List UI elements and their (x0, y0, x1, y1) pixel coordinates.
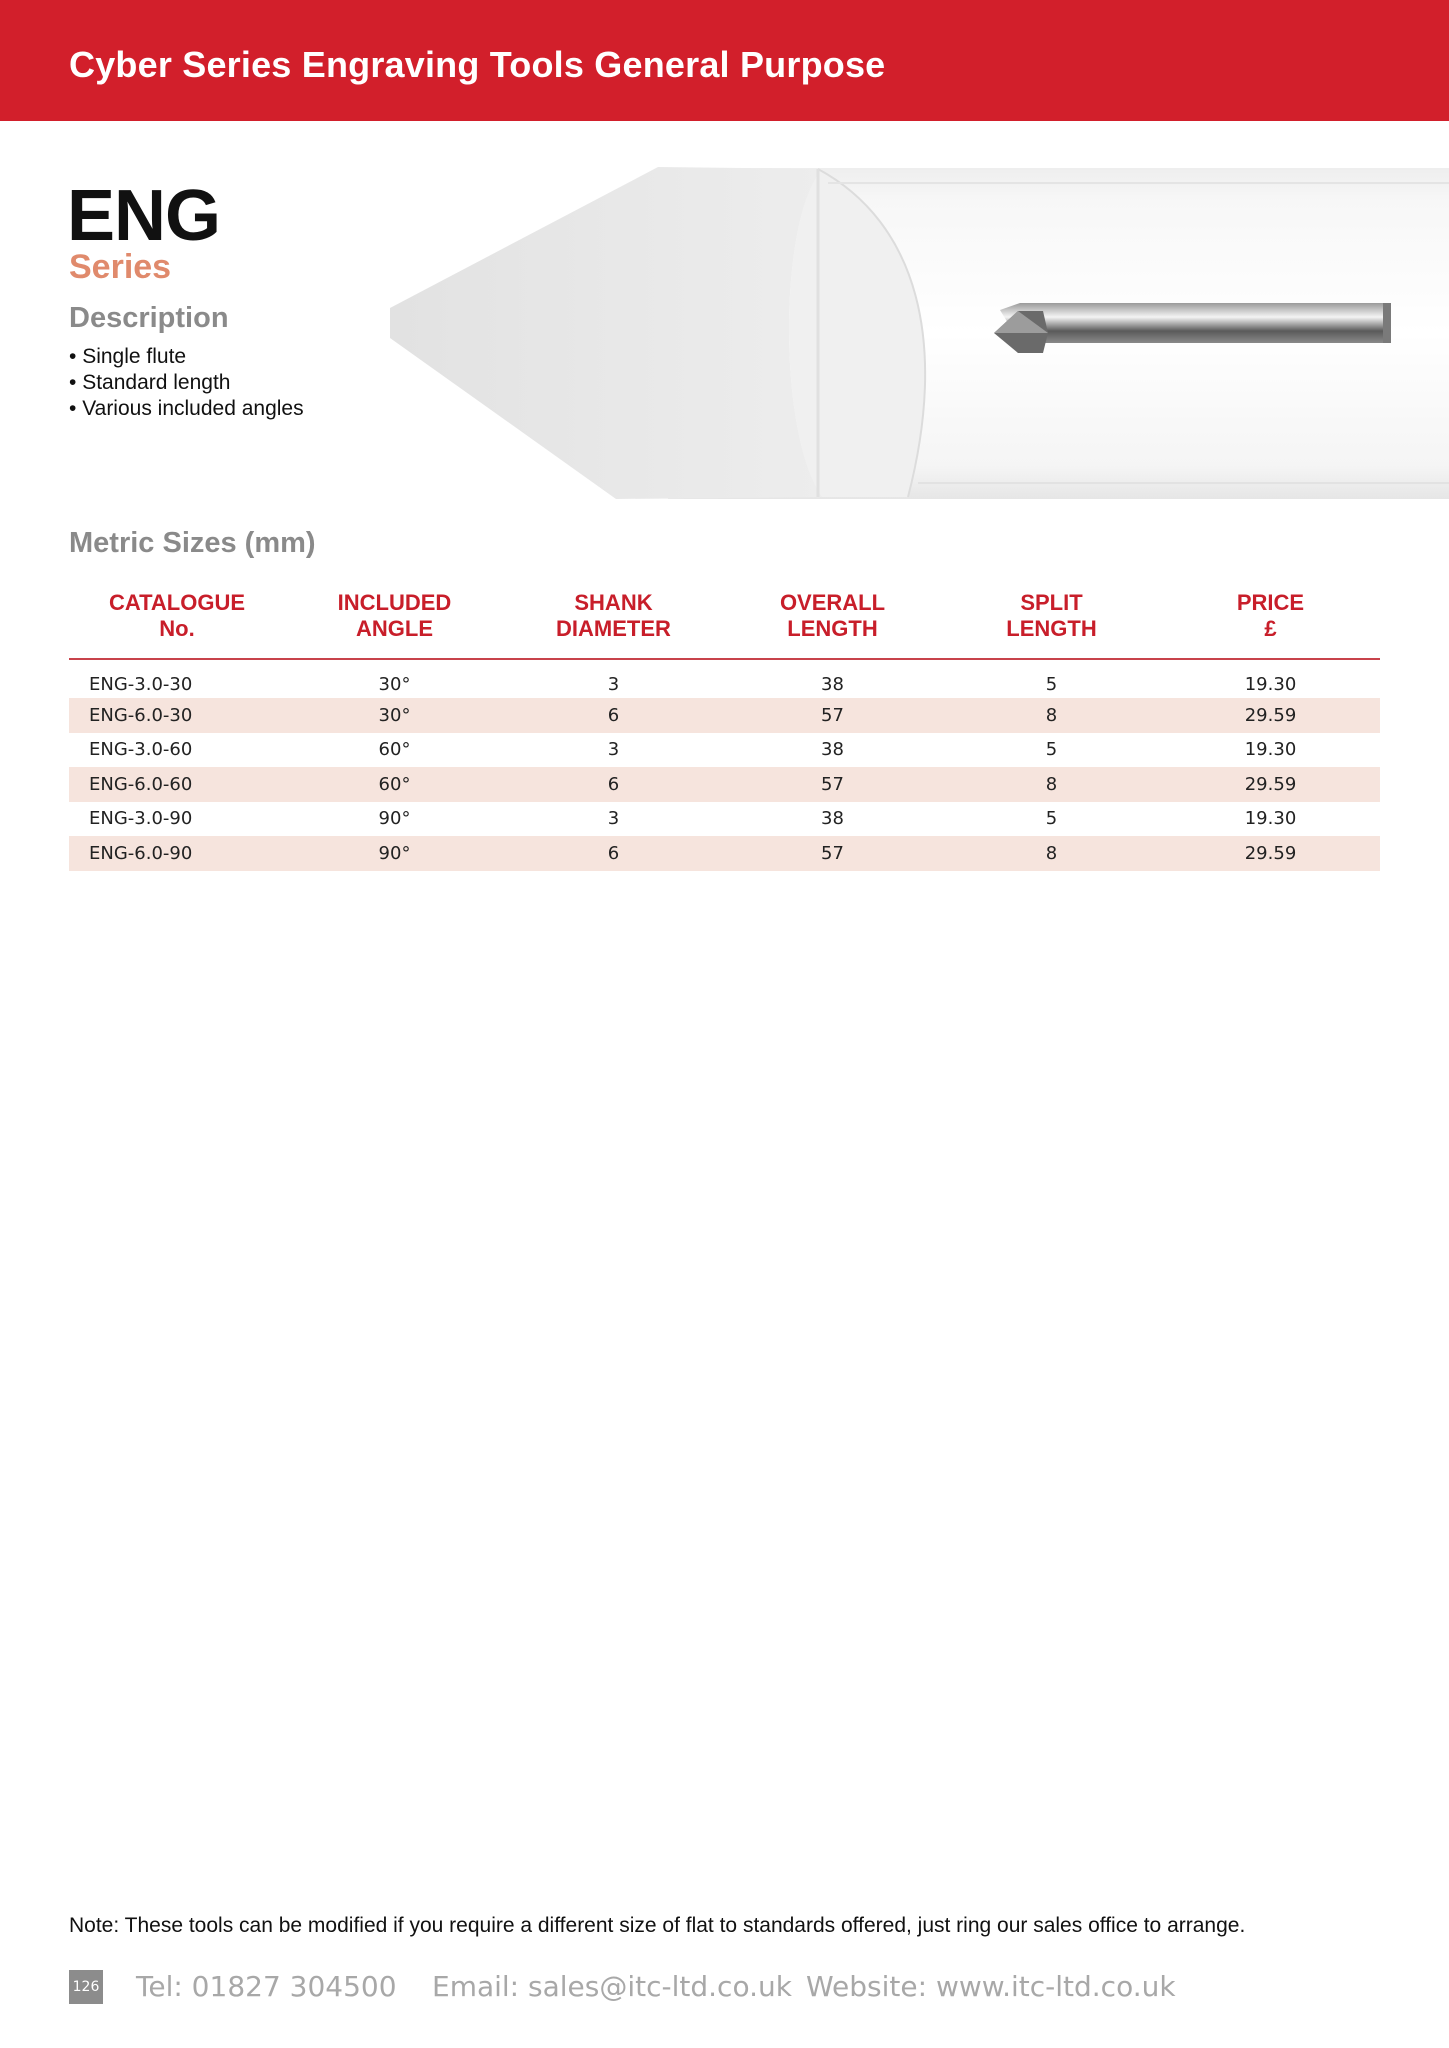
table-row (69, 733, 1380, 768)
overall-length-cell: 38 (821, 808, 844, 830)
split-length-cell: 8 (942, 836, 1161, 871)
footer-email[interactable]: Email: sales@itc-ltd.co.uk (432, 1970, 792, 2003)
angle-cell: 60° (285, 767, 504, 802)
description-bullet: • Various included angles (69, 396, 304, 422)
series-label: Series (69, 248, 172, 286)
split-length-cell: 5 (1045, 739, 1058, 761)
split-length-cell: 8 (942, 698, 1161, 733)
overall-length-cell: 57 (723, 767, 942, 802)
page-title: Cyber Series Engraving Tools General Purpose (69, 44, 886, 85)
overall-length-cell: 57 (723, 698, 942, 733)
shank-cell: 6 (504, 698, 723, 733)
price-cell: 19.30 (1244, 673, 1297, 695)
description-heading: Description (69, 302, 229, 334)
angle-cell: 30° (285, 698, 504, 733)
page-number: 126 (69, 1970, 103, 2004)
price-cell: 29.59 (1161, 767, 1380, 802)
table-row (69, 767, 1380, 802)
description-list (69, 344, 304, 422)
price-cell: 29.59 (1161, 836, 1380, 871)
table-row (69, 698, 1380, 733)
catalogue-cell: ENG-3.0-30 (89, 673, 193, 695)
angle-cell: 30° (378, 673, 411, 695)
price-cell: 19.30 (1244, 739, 1297, 761)
shank-cell: 3 (607, 739, 620, 761)
table-row (69, 802, 1380, 837)
shank-cell: 6 (504, 836, 723, 871)
catalogue-cell: ENG-6.0-60 (69, 767, 285, 802)
angle-cell: 60° (378, 739, 411, 761)
series-code: ENG (67, 176, 221, 256)
description-bullet: • Standard length (69, 370, 304, 396)
price-cell: 19.30 (1244, 808, 1297, 830)
engraving-tool-illustration (388, 163, 1449, 501)
shank-cell: 3 (607, 808, 620, 830)
column-header-price: PRICE £ (1161, 586, 1380, 659)
shank-cell: 6 (504, 767, 723, 802)
catalogue-cell: ENG-6.0-30 (69, 698, 285, 733)
footnote: Note: These tools can be modified if you require a different size of flat to standards offered, just ring our sales office to arrange. (69, 1914, 1246, 1937)
overall-length-cell: 38 (821, 673, 844, 695)
column-header-split-length: SPLIT LENGTH (942, 586, 1161, 659)
angle-cell: 90° (285, 836, 504, 871)
column-header-overall-length: OVERALL LENGTH (723, 586, 942, 659)
table-row (69, 836, 1380, 871)
overall-length-cell: 38 (821, 739, 844, 761)
footer-website[interactable]: Website: www.itc-ltd.co.uk (806, 1970, 1176, 2003)
column-header-included-angle: INCLUDED ANGLE (285, 586, 504, 659)
price-cell: 29.59 (1161, 698, 1380, 733)
split-length-cell: 8 (942, 767, 1161, 802)
table-row (69, 659, 1380, 698)
footer-tel: Tel: 01827 304500 (136, 1970, 397, 2003)
catalogue-cell: ENG-3.0-90 (89, 808, 193, 830)
split-length-cell: 5 (1045, 808, 1058, 830)
metric-sizes-table (69, 586, 1380, 871)
shank-cell: 3 (607, 673, 620, 695)
overall-length-cell: 57 (723, 836, 942, 871)
header-band (0, 0, 1449, 121)
catalogue-cell: ENG-6.0-90 (69, 836, 285, 871)
column-header-shank-diameter: SHANK DIAMETER (504, 586, 723, 659)
split-length-cell: 5 (1045, 673, 1058, 695)
column-header-catalogue: CATALOGUE No. (69, 586, 285, 659)
description-bullet: • Single flute (69, 344, 304, 370)
angle-cell: 90° (378, 808, 411, 830)
catalogue-cell: ENG-3.0-60 (89, 739, 193, 761)
metric-sizes-heading: Metric Sizes (mm) (69, 527, 316, 559)
table-header-row (69, 586, 1380, 659)
